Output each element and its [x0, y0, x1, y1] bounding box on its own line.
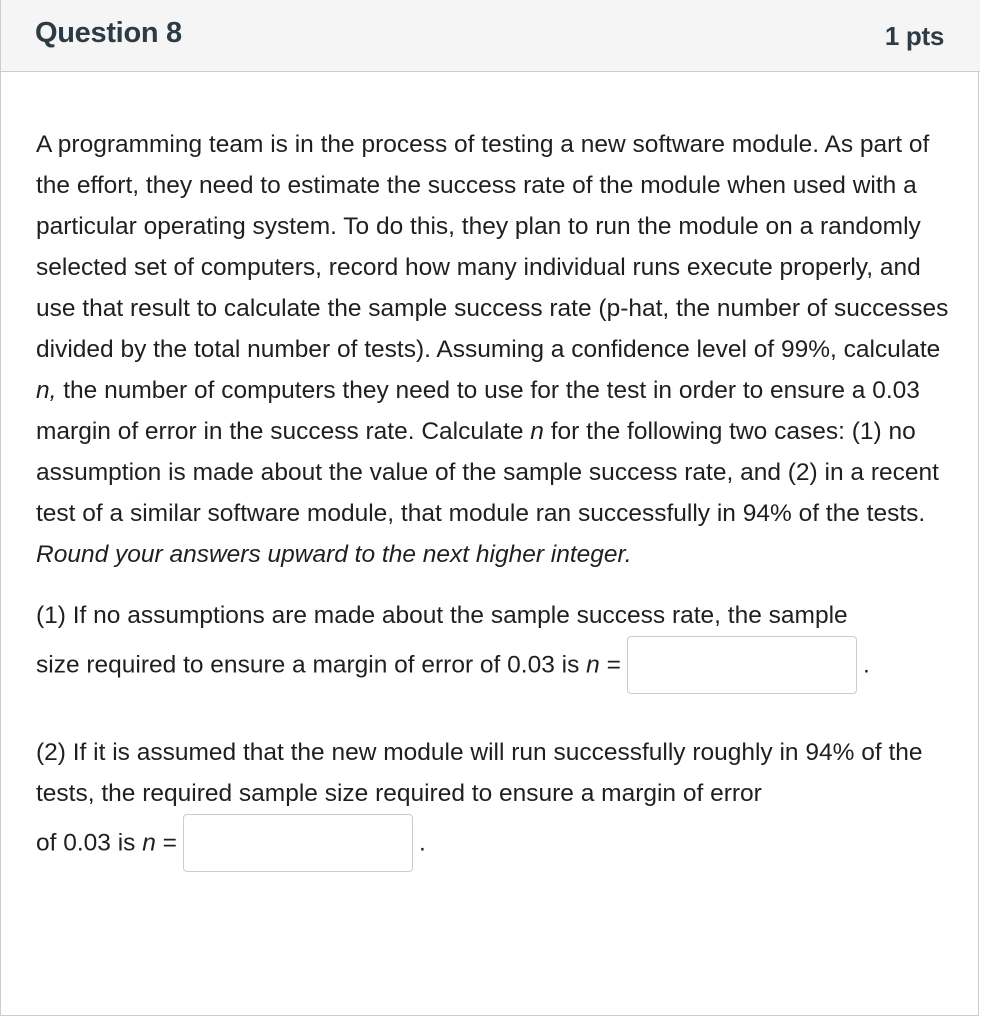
part-1-answer-line: [36, 636, 951, 696]
question-title: Question 8: [35, 17, 182, 49]
question-intro-text: A programming team is in the process of testing a new software module. As part of the effort, they need to estimate the success rate of the module when used with a particular operating system. To do this, they plan to run the module on a randomly selected set of computers, record how many individual runs execute properly, and use that result to calculate the sample success rate (p-hat, the number of successes divided by the total number of tests). Assuming a confidence level of 99%, calculate: [36, 131, 949, 363]
question-text: [36, 124, 951, 575]
part-2: [36, 732, 951, 874]
question-header: [1, 0, 980, 72]
answer-input-1[interactable]: [627, 636, 857, 694]
n-variable: n: [142, 829, 156, 857]
part-1: [36, 595, 951, 696]
question-body: [36, 124, 951, 874]
part-2-prompt: of 0.03 is: [36, 829, 143, 857]
question-intro-middle: the number of computers they need to use for the test in order to ensure a 0.03 margin of error in the success rate. Calculate: [36, 377, 920, 445]
n-variable: n: [586, 651, 600, 679]
question-points: 1 pts: [884, 21, 944, 51]
answer-input-2[interactable]: [183, 814, 413, 872]
question-intro-end: for the following two cases: (1) no assumption is made about the value of the sample success rate, and (2) in a recent test of a similar software module, that module ran successfully in 94% of the tests.: [36, 418, 939, 527]
part-2-answer-line: [36, 814, 951, 874]
equals-sign: =: [599, 651, 621, 679]
part-1-prompt: size required to ensure a margin of error of 0.03 is: [36, 651, 587, 679]
period: .: [419, 829, 426, 857]
equals-sign: =: [155, 829, 177, 857]
part-1-text: (1) If no assumptions are made about the sample success rate, the sample: [36, 602, 848, 629]
period: .: [862, 651, 870, 679]
n-variable: n,: [36, 377, 57, 404]
n-variable: n: [530, 418, 544, 445]
rounding-instruction: Round your answers upward to the next higher integer.: [36, 541, 632, 568]
part-2-text: (2) If it is assumed that the new module will run successfully roughly in 94% of the tests, the required sample size required to ensure a margin of error: [36, 739, 923, 807]
